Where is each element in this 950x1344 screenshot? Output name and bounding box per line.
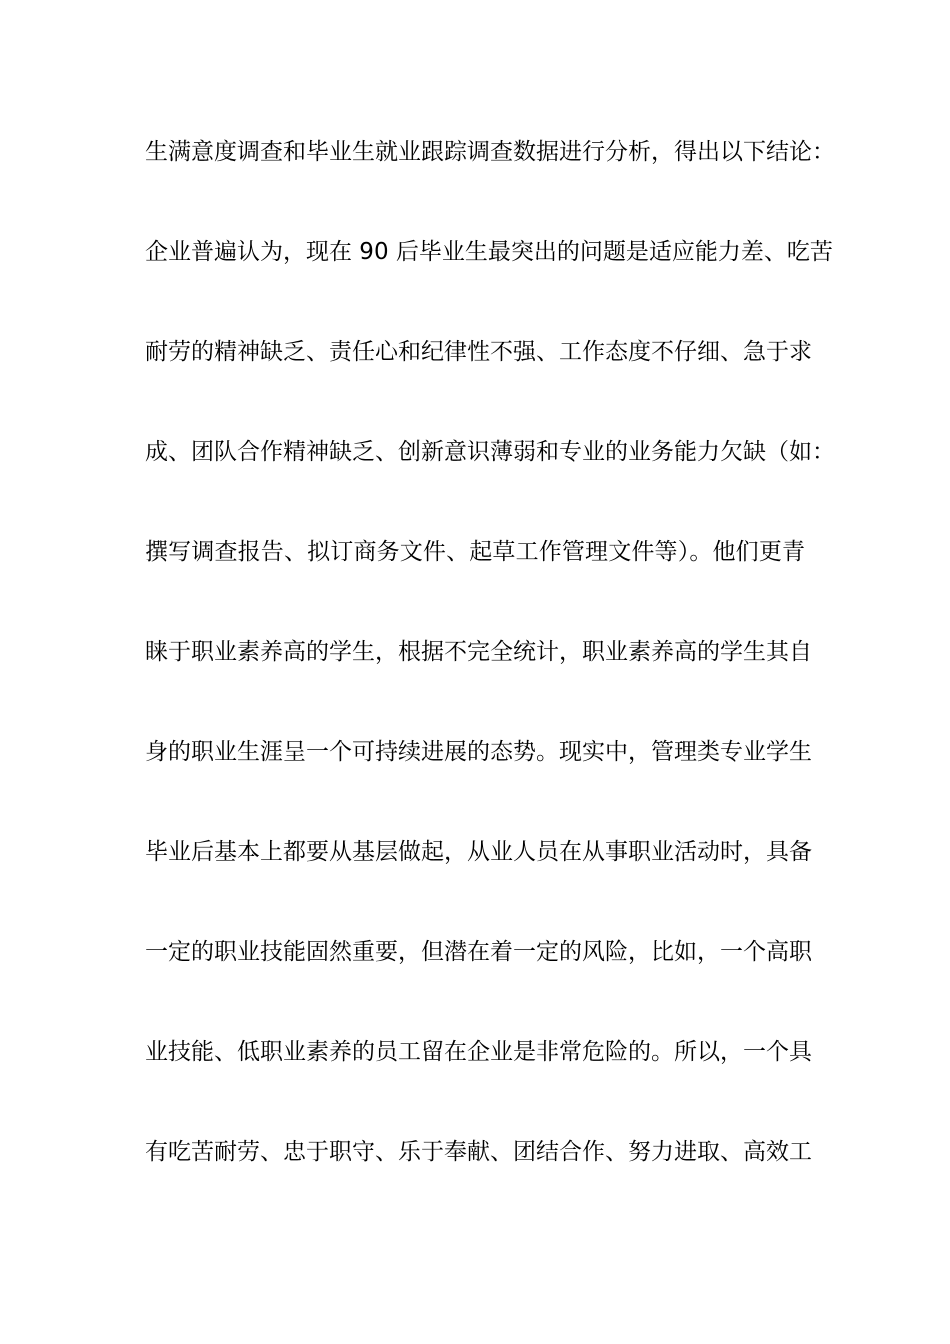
body-text-line: 业技能、低职业素养的员工留在企业是非常危险的。所以，一个具 (145, 1039, 812, 1065)
body-text-line: 成、团队合作精神缺乏、创新意识薄弱和专业的业务能力欠缺（如： (145, 439, 835, 465)
body-text-line: 耐劳的精神缺乏、责任心和纪律性不强、工作态度不仔细、急于求 (145, 339, 812, 365)
body-text-line: 生满意度调查和毕业生就业跟踪调查数据进行分析，得出以下结论： (145, 139, 835, 165)
body-text-line: 一定的职业技能固然重要，但潜在着一定的风险，比如，一个高职 (145, 939, 812, 965)
body-text-line: 睐于职业素养高的学生，根据不完全统计，职业素养高的学生其自 (145, 639, 812, 665)
body-text-line: 身的职业生涯呈一个可持续进展的态势。现实中，管理类专业学生 (145, 739, 812, 765)
body-text-line: 撰写调查报告、拟订商务文件、起草工作管理文件等）。他们更青 (145, 539, 805, 565)
body-text-line: 毕业后基本上都要从基层做起，从业人员在从事职业活动时，具备 (145, 839, 812, 865)
body-text-line: 企业普遍认为，现在 90 后毕业生最突出的问题是适应能力差、吃苦 (145, 239, 833, 265)
body-text-line: 有吃苦耐劳、忠于职守、乐于奉献、团结合作、努力进取、高效工 (145, 1139, 812, 1165)
